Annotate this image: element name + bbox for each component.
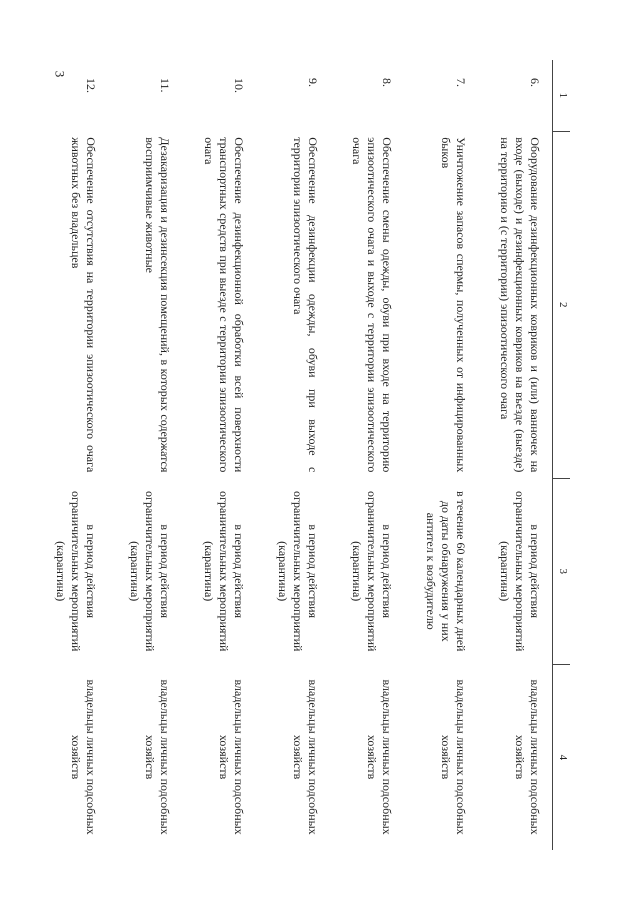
- row-responsible: владельцы личных подсобных хозяйств: [513, 679, 543, 835]
- row-number: 6.: [528, 78, 543, 87]
- row-action: Обеспечение отсутствия на территории эпизоотического очага животных без владельцев: [69, 137, 99, 473]
- row-responsible: владельцы личных подсобных хозяйств: [439, 679, 469, 835]
- row-action: Обеспечение дезинфекционной обработки всей поверхности транспортных средств при выезде с территории эпизоотического очага: [202, 137, 247, 473]
- row-responsible: владельцы личных подсобных хозяйств: [143, 679, 173, 835]
- header-col-4: 4: [553, 664, 570, 850]
- row-term: в период действия ограничительных мероприятий (карантина): [498, 491, 543, 652]
- row-number: 11.: [158, 78, 173, 93]
- row-number: 7.: [454, 78, 469, 87]
- row-term: в период действия ограничительных мероприятий (карантина): [276, 491, 321, 652]
- row-term: в период действия ограничительных мероприятий (карантина): [54, 491, 99, 652]
- header-col-1: 1: [553, 60, 570, 131]
- page-number: 3: [52, 70, 68, 78]
- row-term: в период действия ограничительных мероприятий (карантина): [202, 491, 247, 652]
- row-responsible: владельцы личных подсобных хозяйств: [69, 679, 99, 835]
- row-number: 12.: [84, 78, 99, 93]
- row-number: 9.: [306, 78, 321, 87]
- row-action: Обеспечение дезинфекции одежды, обуви при выходе с территории эпизоотического очага: [291, 137, 321, 473]
- row-term: в течение 60 календарных дней до даты обнаружения у них антител к возбудителю: [424, 491, 469, 652]
- row-number: 10.: [232, 78, 247, 93]
- row-term: в период действия ограничительных мероприятий (карантина): [128, 491, 173, 652]
- row-action: Оборудование дезинфекционных ковриков и (или) ванночек на входе (выходе) и дезинфекционных ковриков на въезде (выезде) на территорию и (с территории) эпизоотического очага: [498, 137, 543, 473]
- table-row: [108, 60, 182, 850]
- row-action: Обеспечение смены одежды, обуви при входе на территорию эпизоотического очага и выходе с территории эпизоотического очага: [350, 137, 395, 473]
- table-row: [182, 60, 256, 850]
- row-action: Уничтожение запасов спермы, полученных от инфицированных быков: [439, 137, 469, 473]
- table-header-row: [553, 60, 570, 850]
- row-responsible: владельцы личных подсобных хозяйств: [365, 679, 395, 835]
- row-term: в период действия ограничительных мероприятий (карантина): [350, 491, 395, 652]
- row-responsible: владельцы личных подсобных хозяйств: [291, 679, 321, 835]
- measures-table-rotated: [54, 60, 570, 850]
- table-row: [34, 60, 108, 850]
- row-responsible: владельцы личных подсобных хозяйств: [217, 679, 247, 835]
- row-number: 8.: [380, 78, 395, 87]
- measures-table: [34, 60, 570, 850]
- table-row: [330, 60, 404, 850]
- header-col-3: 3: [553, 478, 570, 664]
- table-row: [404, 60, 478, 850]
- header-col-2: 2: [553, 131, 570, 478]
- table-row: [478, 60, 553, 850]
- row-action: Дезакаризация и дезинсекция помещений, в которых содержатся восприимчивые животные: [143, 137, 173, 473]
- table-row: [256, 60, 330, 850]
